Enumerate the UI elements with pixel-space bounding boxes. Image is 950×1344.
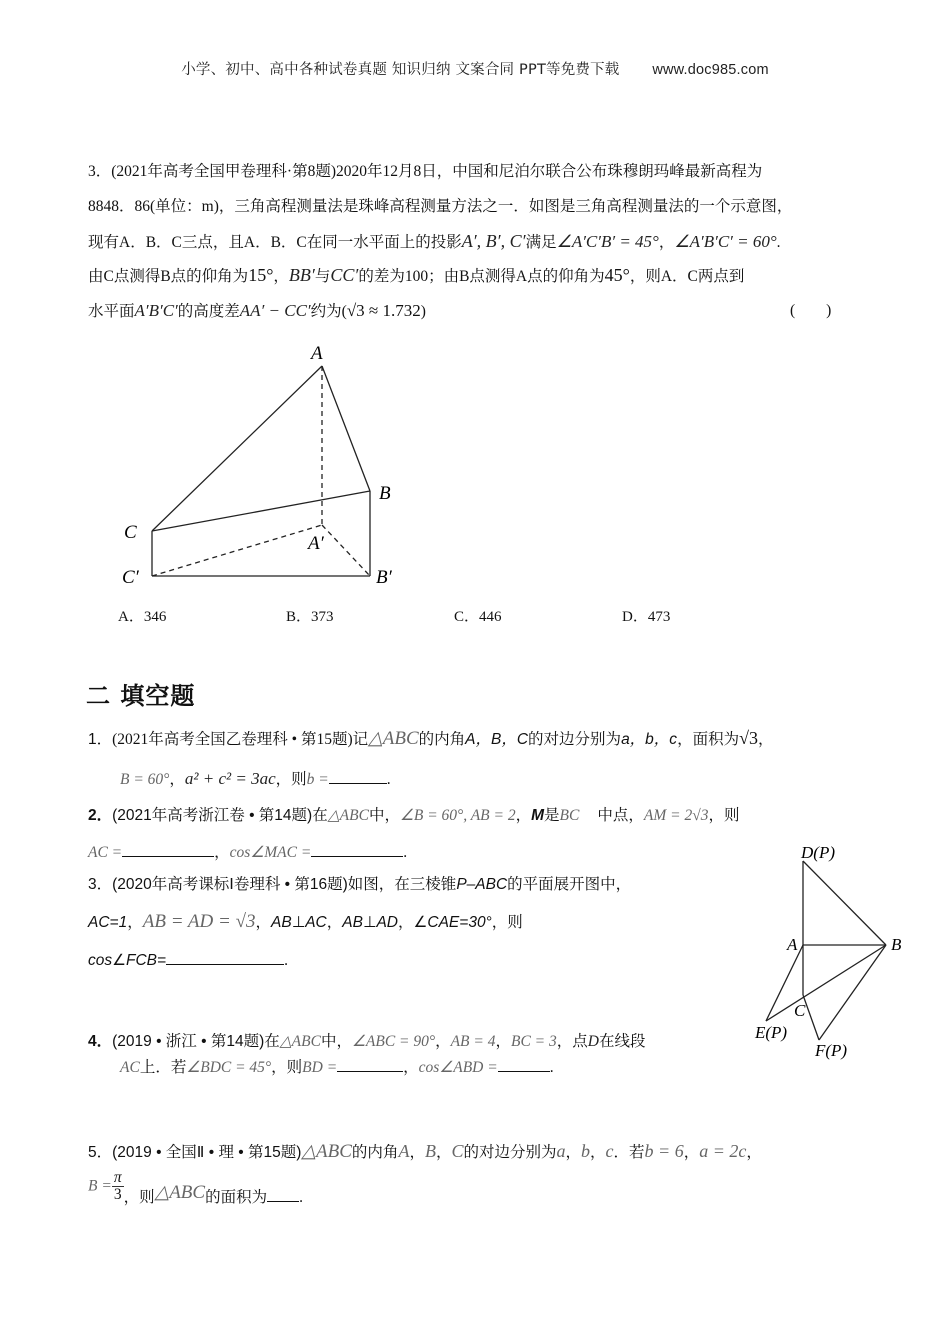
text: 的差为100；由B点测得A点的仰角为 — [358, 268, 605, 285]
math-c: c — [605, 1141, 614, 1161]
math-sides: a，b，c — [621, 731, 678, 748]
text: ) — [420, 303, 426, 320]
header-text: 小学、初中、高中各种试卷真题 知识归纳 文案合同 PPT等免费下载 — [181, 62, 620, 78]
text: . — [403, 844, 408, 861]
pyramid-net-diagram — [740, 840, 920, 1070]
label-A: A — [311, 343, 323, 364]
fill4-line2 — [120, 1057, 554, 1078]
fill2-line1 — [88, 806, 740, 826]
prism-diagram — [0, 0, 950, 640]
math-angle: ∠CAE=30° — [413, 914, 492, 931]
math-C: C — [451, 1141, 464, 1161]
text: ，则 — [275, 771, 307, 788]
fill4-line1 — [88, 1032, 646, 1052]
math-cos: cos∠ABD = — [418, 1059, 498, 1076]
math-triangle: △ABC — [368, 728, 419, 749]
header-url: www.doc985.com — [652, 62, 769, 78]
math-triangle: △ABC — [301, 1141, 352, 1162]
choice-value: 373 — [311, 609, 334, 625]
fraction-numerator: π — [113, 1169, 122, 1186]
math-perp: AB⊥AC — [271, 914, 327, 931]
math-B-equals: B = — [88, 1177, 112, 1195]
choice-value: 446 — [479, 609, 502, 625]
text: 由C点测得B点的仰角为 — [88, 268, 249, 285]
fill5-line1 — [88, 1141, 762, 1163]
math-triangle: △ABC — [279, 1033, 321, 1050]
question-number: 2． — [88, 807, 113, 824]
text: ， — [590, 1144, 606, 1161]
math-am: AM = 2√3 — [643, 807, 709, 824]
question-number: 5． — [88, 1144, 113, 1161]
fill1-line2 — [120, 769, 391, 790]
text: ， — [757, 731, 774, 748]
math-bb: BB′ — [288, 265, 315, 285]
question-source: (2021年高考全国乙卷理科 • 第15题) — [112, 731, 353, 748]
fill3-line3 — [88, 950, 288, 971]
text: 中， — [368, 807, 400, 824]
math-fraction-pi-over-3 — [112, 1170, 124, 1203]
math-ab-ad: AB = AD = √3 — [142, 911, 256, 932]
text: . — [549, 1059, 554, 1076]
choice-b — [286, 605, 334, 626]
text: 的面积为 — [205, 1189, 268, 1207]
label-A: A — [787, 935, 798, 954]
question-number: 1． — [88, 731, 113, 748]
label-B: B — [891, 935, 902, 954]
fraction-denominator: 3 — [113, 1186, 122, 1203]
math-bc: BC — [559, 807, 580, 824]
math-projections: A′, B′, C′ — [461, 231, 526, 251]
choice-label: B． — [286, 609, 312, 625]
choice-a — [118, 605, 166, 626]
text: 的内角 — [418, 731, 466, 748]
math-angles: A，B，C — [465, 731, 529, 748]
text: 在线段 — [599, 1033, 646, 1050]
text: ，则 — [271, 1059, 303, 1076]
math-ac: AC = — [88, 844, 123, 861]
q3-line2: 8848．86(单位：m)，三角高程测量法是珠峰高程测量方法之一．如图是三角高程测量法的一个示意图， — [88, 198, 793, 215]
question-source: (2019 • 全国Ⅱ • 理 • 第15题) — [112, 1144, 302, 1161]
text: 中， — [320, 1033, 352, 1050]
text: 的对边分别为 — [463, 1144, 557, 1161]
math-condition: ∠BDC = 45° — [186, 1059, 272, 1076]
math-ac: AC — [120, 1059, 140, 1076]
choice-label: A． — [118, 609, 144, 625]
question-source: (2020年高考课标Ⅰ卷理科 • 第16题) — [112, 876, 348, 893]
label-B-prime: B′ — [376, 567, 392, 588]
text: 在 — [312, 807, 328, 824]
math-B: B — [424, 1141, 436, 1161]
math-cc: CC′ — [330, 265, 359, 285]
answer-blank-ac[interactable] — [122, 842, 214, 857]
math-condition: BC = 3 — [511, 1033, 557, 1050]
text: ， — [435, 1033, 451, 1050]
math-angle-condition-2: ∠A′B′C′ = 60° — [674, 232, 777, 251]
q3-line1: 3．(2021年高考全国甲卷理科·第8题)2020年12月8日，中国和尼泊尔联合公布珠穆朗玛峰最新高程为 — [88, 163, 763, 180]
text: ， — [397, 914, 414, 931]
label-E-P: E(P) — [755, 1023, 788, 1042]
answer-blank[interactable] — [166, 950, 284, 965]
label-C: C — [124, 522, 137, 543]
text: ， — [127, 914, 143, 931]
text: 约为( — [310, 303, 347, 320]
text: 中点， — [597, 807, 644, 824]
math-condition: a² + c² = 3ac — [184, 769, 276, 788]
text: ， — [214, 844, 230, 861]
text: ，面积为 — [677, 731, 740, 748]
math-b: b = — [306, 771, 329, 788]
fill5-line2 — [88, 1170, 303, 1208]
math-perp: AB⊥AD — [342, 914, 398, 931]
text: ， — [515, 807, 532, 824]
fill2-line2 — [88, 842, 407, 863]
answer-blank-cos[interactable] — [311, 842, 403, 857]
text: ，则 — [491, 914, 523, 931]
text: 的高度差 — [177, 303, 240, 320]
text: 满足 — [525, 234, 557, 251]
text: ， — [658, 234, 675, 251]
answer-bracket: ( ) — [790, 302, 832, 319]
text: ， — [683, 1144, 700, 1161]
answer-blank[interactable] — [267, 1187, 299, 1202]
math-triangle: △ABC — [327, 807, 369, 824]
math-A: A — [398, 1141, 410, 1161]
choice-value: 346 — [143, 609, 167, 625]
text: ， — [746, 1144, 762, 1161]
answer-blank-cos[interactable] — [498, 1057, 550, 1072]
math-condition: a = 2c — [699, 1141, 747, 1161]
question-source: (2021年高考浙江卷 • 第14题) — [112, 807, 313, 824]
text: 的内角 — [351, 1144, 399, 1161]
fill3-line2 — [88, 912, 523, 933]
math-condition: ∠ABC = 90° — [351, 1033, 436, 1050]
text: ，点 — [556, 1033, 588, 1050]
math-ac: AC=1 — [88, 914, 128, 931]
math-a: a — [556, 1141, 566, 1161]
text: 是 — [544, 807, 560, 824]
math-approx: √3 ≈ 1.732 — [346, 301, 421, 320]
math-b: b — [581, 1141, 591, 1161]
text: . — [386, 771, 391, 788]
label-A-prime: A′ — [308, 533, 324, 554]
math-condition: B = 60° — [120, 771, 170, 788]
text: . — [776, 234, 781, 251]
text: ， — [273, 268, 289, 285]
text: . — [284, 952, 288, 969]
math-expression: AA′ − CC′ — [239, 301, 311, 320]
label-B: B — [379, 483, 391, 504]
choice-value: 473 — [647, 609, 671, 625]
text: ， — [169, 771, 185, 788]
choice-d — [622, 605, 670, 626]
fill3-line1 — [88, 875, 631, 895]
text: . — [299, 1189, 303, 1207]
math-cos: cos∠FCB= — [88, 952, 167, 969]
math-d: D — [587, 1033, 599, 1050]
text: ， — [409, 1144, 425, 1161]
math-cos: cos∠MAC = — [229, 844, 312, 861]
text: ， — [403, 1059, 419, 1076]
text: 在 — [264, 1033, 280, 1050]
math-area: √3 — [739, 728, 758, 748]
text: ，则A．C两点到 — [629, 268, 745, 285]
math-angle-condition-1: ∠A′C′B′ = 45° — [556, 232, 659, 251]
answer-blank-bd[interactable] — [337, 1057, 403, 1072]
math-pyramid: P–ABC — [456, 876, 508, 893]
section-title: 二 填空题 — [86, 682, 196, 710]
math-angle: 15° — [248, 265, 274, 285]
text: 现有A．B．C三点，且A．B．C在同一水平面上的投影 — [88, 234, 462, 251]
text: 上．若 — [139, 1059, 187, 1076]
math-plane: A′B′C′ — [134, 301, 178, 320]
text: 水平面 — [88, 303, 135, 320]
answer-blank[interactable] — [329, 769, 387, 784]
question-number: 3． — [88, 876, 113, 893]
choice-label: C． — [454, 609, 480, 625]
text: ，则 — [123, 1189, 155, 1207]
label-C-prime: C′ — [122, 567, 139, 588]
question-number: 4． — [88, 1033, 113, 1050]
math-condition: b = 6 — [644, 1141, 684, 1161]
math-angle: 45° — [604, 265, 630, 285]
text: ．若 — [613, 1144, 645, 1161]
text: ， — [255, 914, 272, 931]
math-triangle: △ABC — [154, 1182, 206, 1204]
math-condition: ∠B = 60°, AB = 2 — [399, 807, 516, 824]
text: ， — [435, 1144, 452, 1161]
text: 记 — [352, 731, 369, 748]
math-bd: BD = — [302, 1059, 338, 1076]
question-source: (2019 • 浙江 • 第14题) — [112, 1033, 265, 1050]
choice-label: D． — [622, 609, 648, 625]
math-m: M — [531, 807, 545, 824]
text: 的对边分别为 — [528, 731, 622, 748]
math-condition: AB = 4 — [450, 1033, 496, 1050]
text: ， — [326, 914, 343, 931]
text: ， — [565, 1144, 582, 1161]
text: 与 — [314, 268, 331, 285]
text: 的平面展开图中， — [507, 876, 632, 893]
label-F-P: F(P) — [815, 1041, 848, 1060]
choice-c — [454, 605, 502, 626]
text: ， — [495, 1033, 511, 1050]
label-D-P: D(P) — [801, 843, 835, 862]
text: 如图，在三棱锥 — [347, 876, 457, 893]
fill1-line1 — [88, 728, 773, 750]
text: ，则 — [708, 807, 740, 824]
label-C: C — [794, 1001, 806, 1020]
